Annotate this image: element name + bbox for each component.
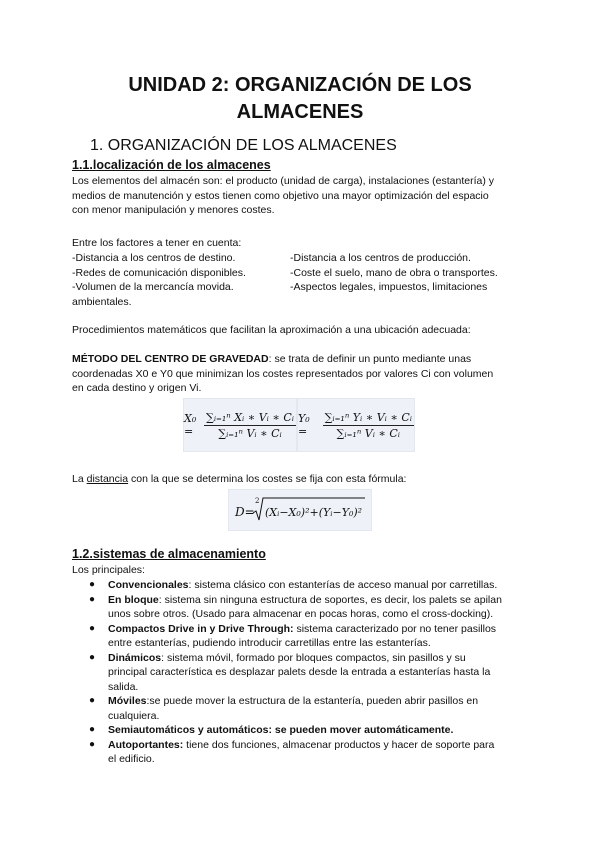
bullet-icon: ●	[89, 724, 96, 735]
procedures-paragraph: Procedimientos matemáticos que facilitan la aproximación a una ubicación adecuada:	[72, 324, 471, 336]
list-item-text: tiene dos funciones, almacenar productos y hacer de soporte para	[183, 738, 495, 751]
subsection-heading-1-2: 1.2.sistemas de almacenamiento	[72, 547, 266, 561]
formula-x0-numerator: ∑ᵢ₌₁ⁿ Xᵢ ∗ Vᵢ ∗ Cᵢ	[205, 410, 294, 424]
method-line: coordenadas X0 e Y0 que minimizan los costes representados por valores Ci con volumen	[72, 367, 494, 380]
method-title: MÉTODO DEL CENTRO DE GRAVEDAD	[72, 353, 269, 365]
distance-formula-index: 2	[255, 497, 260, 505]
list-item-text-cont: unos sobre otros. (Usado para almacenar en pocas horas, como el cross-docking).	[108, 608, 494, 620]
title-line-1: UNIDAD 2: ORGANIZACIÓN DE LOS	[128, 74, 472, 96]
list-item-text: : sistema sin ninguna estructura de soportes, es decir, los palets se apilan	[158, 593, 502, 606]
list-item	[72, 578, 532, 593]
list-item-term: Móviles	[108, 695, 147, 707]
list-item-text-cont: el edificio.	[108, 753, 155, 765]
list-item-term: Semiautomáticos y automáticos: se pueden mover automáticamente.	[108, 724, 454, 736]
distance-paragraph	[72, 472, 532, 487]
factors-intro: Entre los factores a tener en cuenta:	[72, 237, 242, 249]
factor-item: -Distancia a los centros de destino.	[72, 252, 236, 264]
factors-list	[72, 251, 532, 309]
list-item-term: Compactos Drive in y Drive Through:	[108, 622, 294, 635]
formula-y0-lhs: Y₀ =	[298, 412, 310, 438]
method-line	[72, 352, 532, 367]
list-item-text-cont: entre estanterías, pudiendo introducir carretillas entre las estanterías.	[108, 637, 431, 649]
formula-y0-numerator: ∑ᵢ₌₁ⁿ Yᵢ ∗ Vᵢ ∗ Cᵢ	[324, 410, 412, 424]
formula-x0-denominator: ∑ᵢ₌₁ⁿ Vᵢ ∗ Cᵢ	[218, 426, 282, 440]
formula-x0-fraction	[204, 411, 296, 440]
method-paragraph	[72, 352, 532, 396]
formula-y0	[297, 398, 415, 452]
intro-line: medios de manutención y estos tienen como objetivo una mayor optimización del espacio	[72, 189, 489, 202]
formula-x0	[183, 398, 297, 452]
list-item-text-cont: salida.	[108, 680, 139, 693]
formula-y0-denominator: ∑ᵢ₌₁ⁿ Vᵢ ∗ Cᵢ	[336, 426, 401, 440]
distance-underlined: distancia	[86, 473, 129, 485]
bullet-icon: ●	[89, 593, 96, 605]
list-item-text: : sistema móvil, formado por bloques compactos, sin pasillos y su	[161, 651, 466, 664]
method-text: : se trata de definir un punto mediante unas	[268, 353, 472, 365]
list-item-text: :se puede mover la estructura de la estantería, pueden abrir pasillos en	[146, 695, 479, 707]
bullet-icon: ●	[89, 695, 96, 706]
distance-formula-lhs: D=	[235, 505, 255, 519]
list-item-text-cont: cualquiera.	[108, 709, 160, 722]
list-item	[72, 694, 532, 723]
storage-systems-list	[72, 578, 532, 767]
list-item	[72, 593, 532, 622]
list-item-term: En bloque	[108, 593, 159, 606]
intro-line: Los elementos del almacén son: el producto (unidad de carga), instalaciones (estantería) y	[72, 175, 494, 187]
factor-item: -Volumen de la mercancía movida.	[72, 281, 234, 293]
bullet-icon: ●	[89, 622, 96, 634]
formula-y0-fraction	[323, 411, 414, 440]
method-line: en cada destino y origen Vi.	[72, 382, 202, 394]
distance-formula-graphic	[229, 490, 371, 530]
list-item-term: Autoportantes:	[108, 738, 184, 751]
list-item-text: sistema caracterizado por no tener pasillos	[293, 622, 497, 635]
factor-tail: ambientales.	[72, 295, 132, 308]
list-item	[72, 622, 532, 651]
bullet-icon: ●	[89, 579, 96, 590]
distance-post: con la que se determina los costes se fija con esta fórmula:	[128, 473, 407, 485]
list-item	[72, 738, 532, 767]
formula-x0-lhs: X₀ =	[184, 412, 197, 438]
factor-item: -Redes de comunicación disponibles.	[72, 266, 246, 279]
page-title	[60, 72, 540, 126]
distance-formula	[228, 489, 372, 531]
title-line-2: ALMACENES	[236, 101, 364, 123]
list-item	[72, 651, 532, 695]
section-heading-1: 1. ORGANIZACIÓN DE LOS ALMACENES	[90, 137, 397, 154]
list-item-text: : sistema clásico con estanterías de acceso manual por carretillas.	[188, 579, 498, 591]
factor-item: -Coste el suelo, mano de obra o transportes.	[290, 266, 498, 279]
distance-pre: La	[72, 473, 87, 485]
factor-row	[72, 280, 532, 295]
intro-paragraph	[72, 174, 532, 218]
bullet-icon: ●	[89, 651, 96, 663]
list-item-text-cont: principal característica es desplazar palets desde la entrada a estanterías hasta la	[108, 666, 491, 678]
list-item-term: Dinámicos	[108, 651, 162, 664]
list-item-term: Convencionales	[108, 579, 189, 591]
list-item	[72, 723, 532, 738]
subsection-heading-1-1: 1.1.localización de los almacenes	[72, 158, 271, 172]
factor-item: -Distancia a los centros de producción.	[290, 252, 471, 264]
factor-row	[72, 251, 532, 266]
intro-line: con menor manipulación y menores costes.	[72, 204, 275, 216]
principales-label: Los principales:	[72, 564, 145, 576]
bullet-icon: ●	[89, 738, 96, 750]
factor-item: -Aspectos legales, impuestos, limitaciones	[290, 281, 488, 293]
distance-formula-body: (Xᵢ−X₀)²+(Yᵢ−Y₀)²	[265, 506, 363, 519]
factor-row	[72, 266, 532, 281]
